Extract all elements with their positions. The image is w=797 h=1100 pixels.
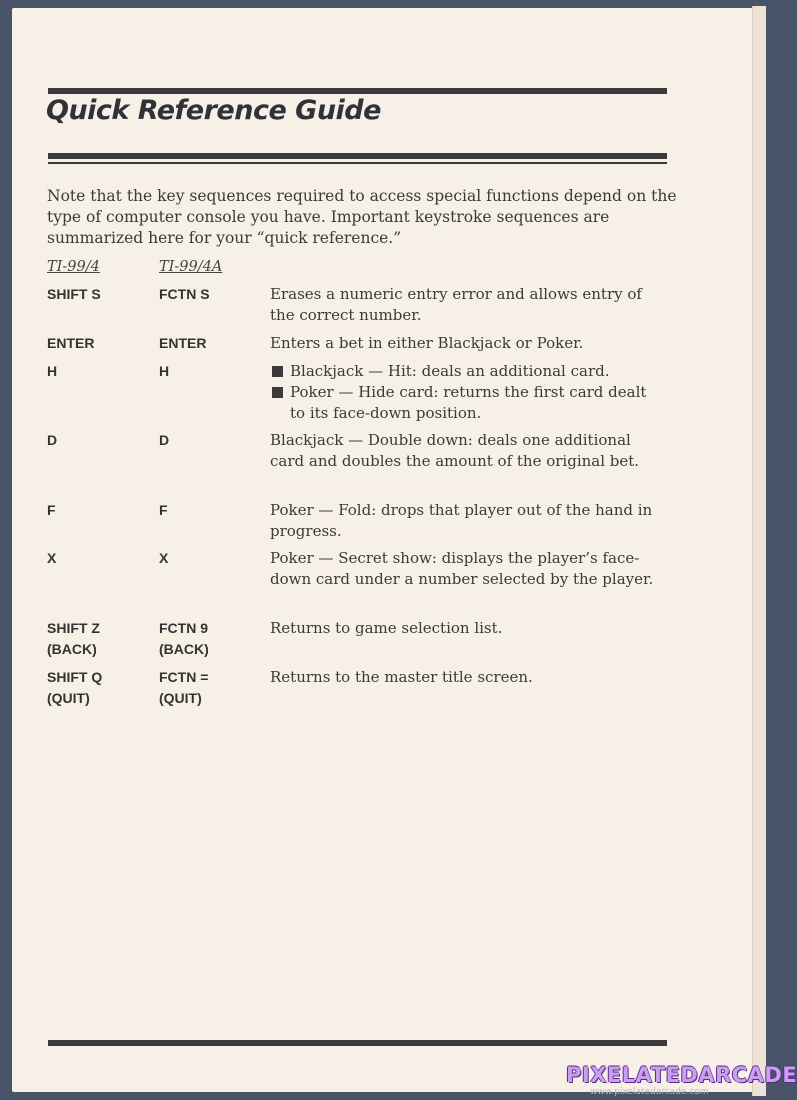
key-description: Returns to game selection list. [270,619,503,637]
square-bullet-icon [272,387,283,398]
bottom-rule [48,1040,667,1046]
key-description: Blackjack — Double down: deals one additional card and doubles the amount of the original bet. [270,431,640,470]
key-description: Poker — Fold: drops that player out of the hand in progress. [270,501,653,540]
key-ti994a: X [159,550,169,566]
top-rule [48,88,667,94]
key-description: Erases a numeric entry error and allows entry of the correct number. [270,285,642,324]
title-underline-thin [48,162,667,164]
key-ti994a: FCTN S [159,286,210,302]
key-ti994a: F [159,502,168,518]
key-sublabel: (BACK) [47,641,97,657]
bullet-item [270,382,655,424]
key-ti994a [159,667,208,709]
key-ti994a: D [159,432,170,448]
column-header-ti994a: TI-99/4A [159,259,223,275]
key-sublabel: (QUIT) [159,690,202,706]
square-bullet-icon [272,366,283,377]
key-ti994: D [47,432,58,448]
key-description: Poker — Secret show: displays the player’s face-down card under a number selected by the player. [270,549,654,588]
key-ti994a: ENTER [159,335,207,351]
key-ti994: SHIFT S [47,286,101,302]
title-underline-thick [48,153,667,159]
key-description: Enters a bet in either Blackjack or Poker. [270,334,584,352]
key-description-list [270,361,655,424]
key-label: SHIFT Z [47,620,100,636]
key-sublabel: (BACK) [159,641,209,657]
key-ti994a: H [159,363,170,379]
watermark-url: www.pixelatedarcade.com [590,1087,709,1097]
key-ti994: H [47,363,58,379]
key-ti994: F [47,502,56,518]
intro-paragraph: Note that the key sequences required to access special functions depend on the type of computer console you have. Important keystroke sequences are summarized here for your “quick reference.” [47,187,677,247]
watermark-logo: PIXELATEDARCADE [566,1063,797,1087]
bullet-text: Poker — Hide card: returns the first card dealt to its face-down position. [290,383,647,422]
page-edge [752,6,766,1096]
bullet-item [270,361,655,382]
key-description: Returns to the master title screen. [270,668,533,686]
page-title: Quick Reference Guide [46,95,381,126]
bullet-text: Blackjack — Hit: deals an additional card. [290,362,610,380]
key-ti994: X [47,550,57,566]
key-label: FCTN 9 [159,620,208,636]
key-ti994 [47,618,100,660]
key-ti994: ENTER [47,335,95,351]
key-ti994a [159,618,209,660]
key-sublabel: (QUIT) [47,690,90,706]
column-header-ti994: TI-99/4 [47,259,100,275]
key-ti994 [47,667,102,709]
key-label: FCTN = [159,669,209,685]
key-label: SHIFT Q [47,669,103,685]
